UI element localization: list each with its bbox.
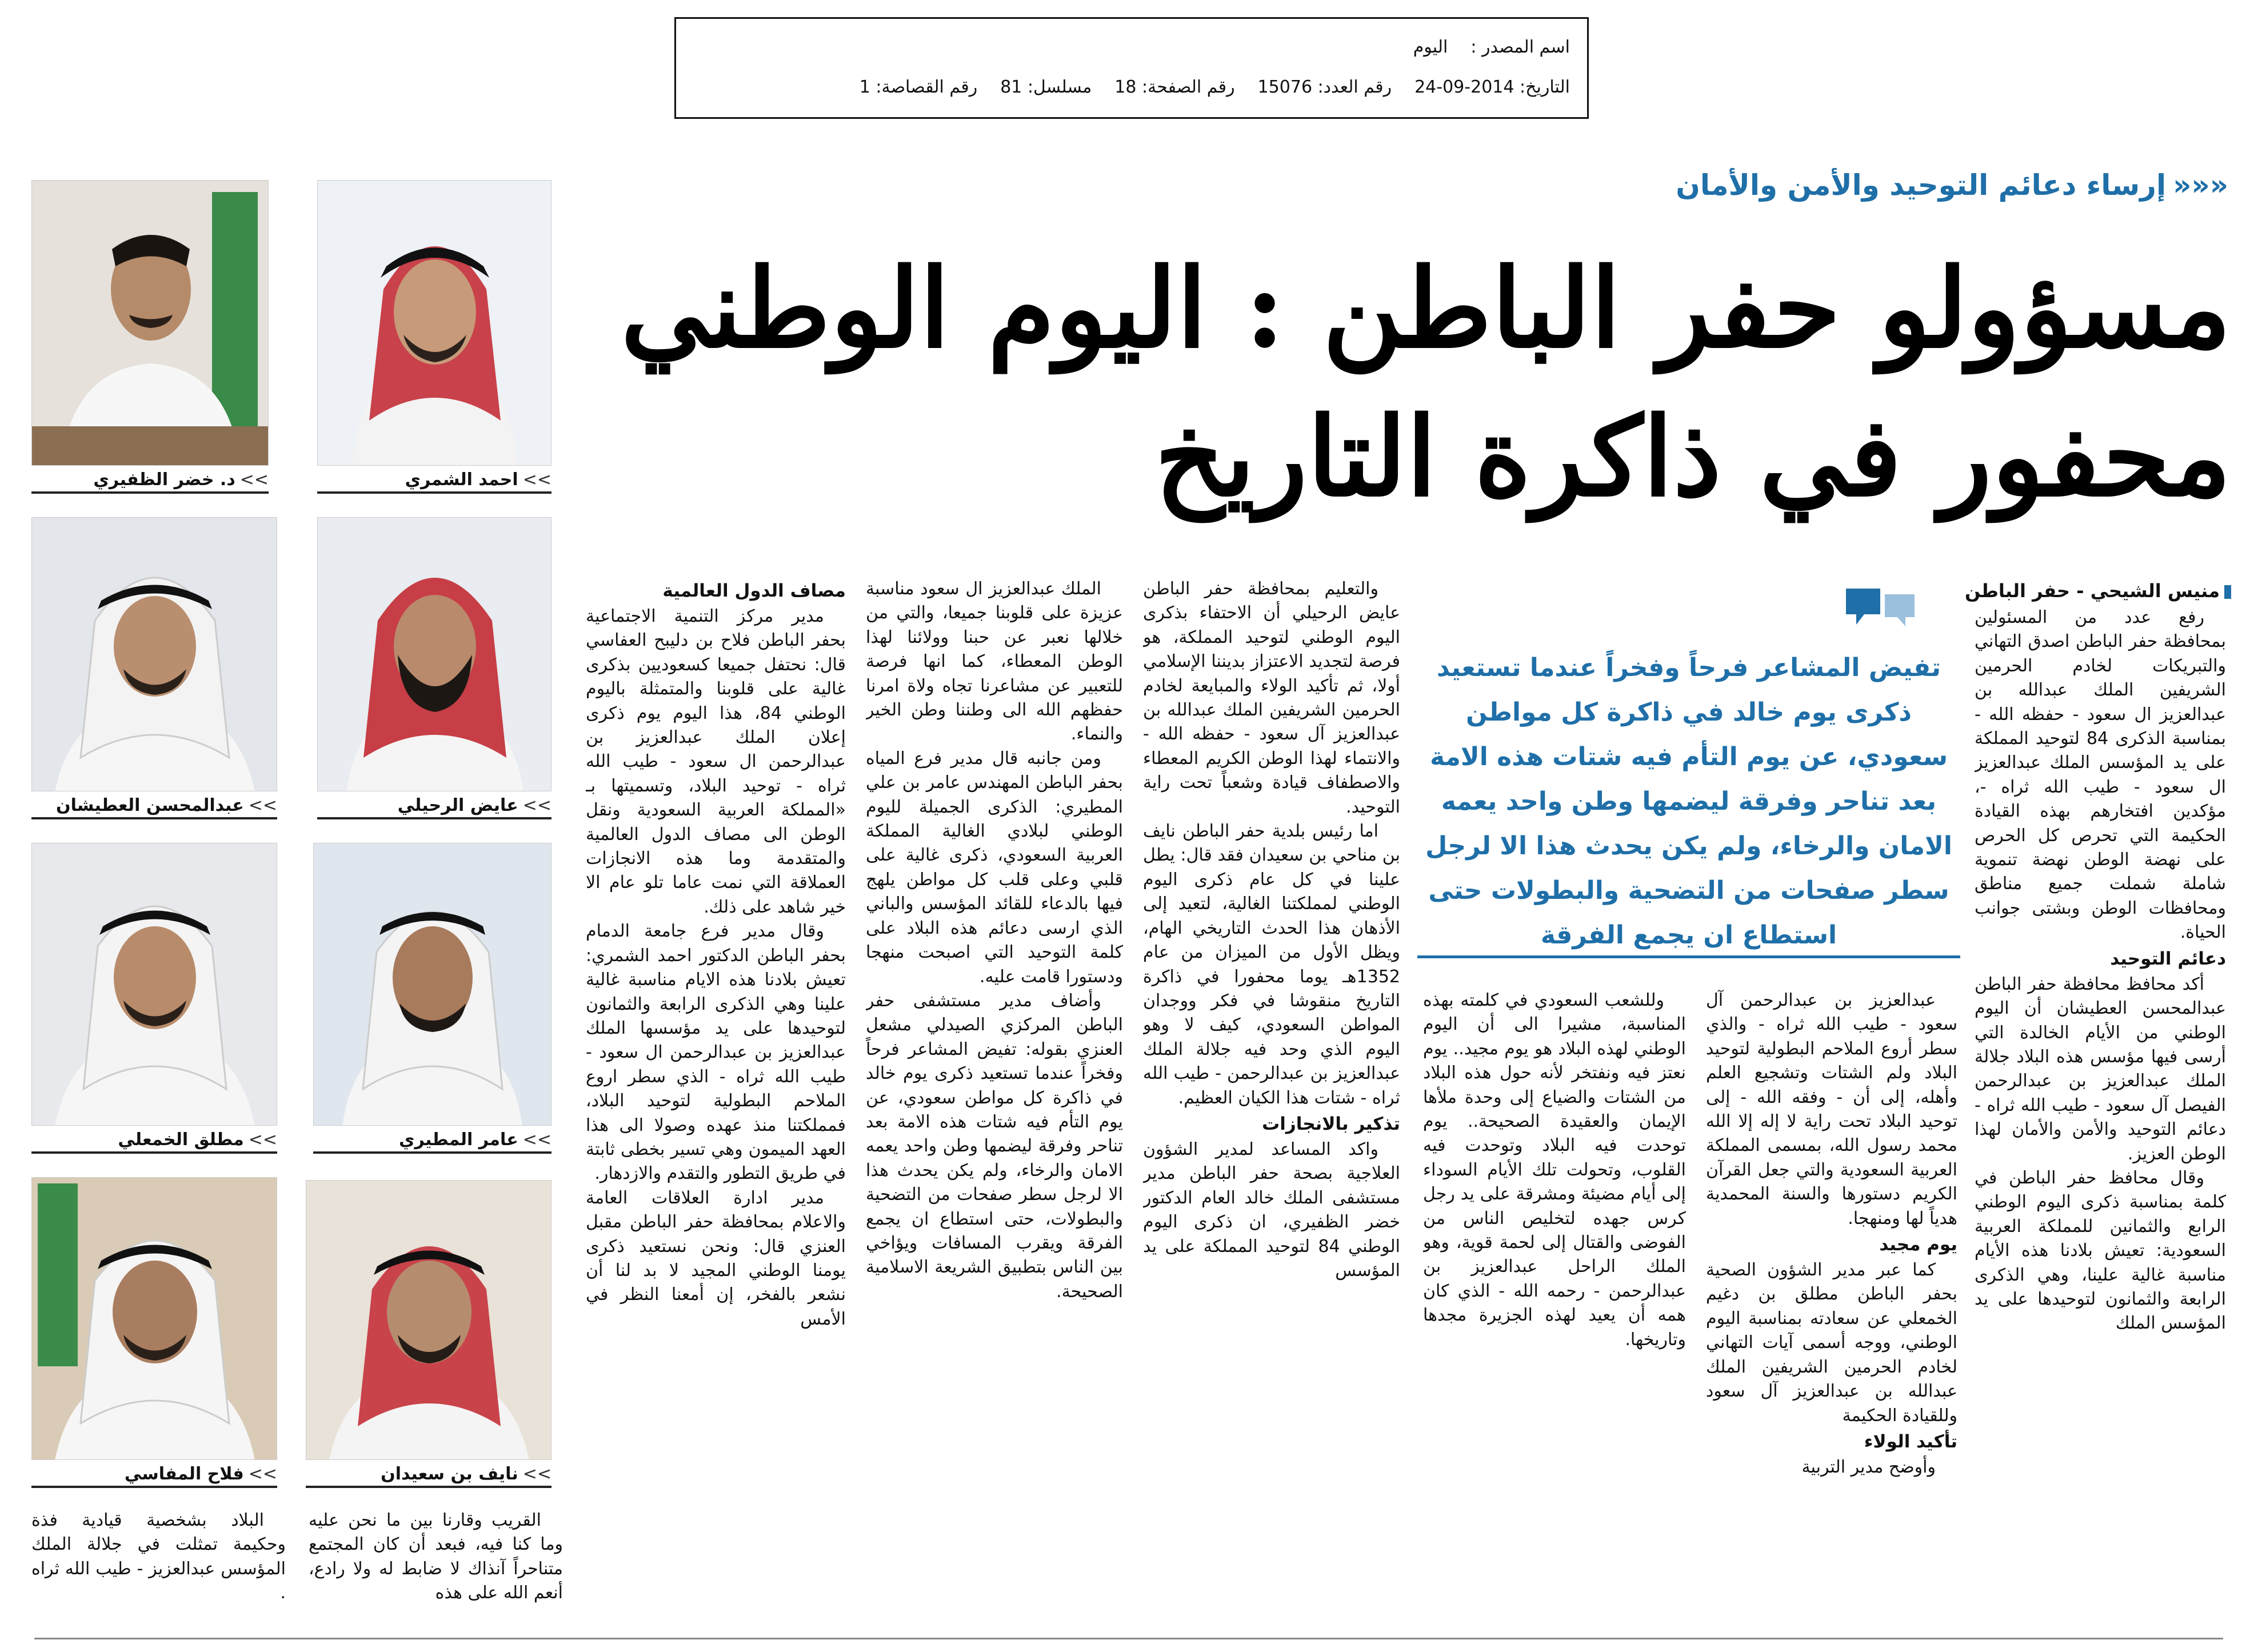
caption-marker: >> (522, 1130, 551, 1150)
headline-line-2: محفور في ذاكرة التاريخ (1154, 393, 2231, 521)
portrait-photo (306, 1180, 551, 1460)
caption-name: عبدالمحسن العطيشان (56, 795, 244, 815)
byline (1965, 580, 2231, 602)
issue-value: 15076 (1257, 77, 1313, 97)
caption-marker: >> (522, 1464, 551, 1484)
paragraph: أكد محافظ محافظة حفر الباطن عبدالمحسن العطيشان أن اليوم الوطني من الأيام الخالدة التي أرسى فيها مؤسس هذه البلاد جلالة الملك عبدالعزيز بن عبدالرحمن الفيصل آل سعود - طيب الله ثراه - دعائم التوحيد والأمن والأمان لهذا الوطن العزيز. (1975, 974, 2226, 1164)
pull-quote: تفيض المشاعر فرحاً وفخراً عندما تستعيد ذكرى يوم خالد في ذاكرة كل مواطن سعودي، عن يوم التأم فيه شتات هذه الامة بعد تناحر وفرقة ليضمها وطن واحد يعمه الامان والرخاء، ولم يكن يحدث هذا الا لرجل سطر صفحات من التضحية والبطولات حتى استطاع ان يجمع الفرقة (1425, 653, 1952, 950)
kicker (1542, 169, 2228, 202)
photo-caption (31, 794, 277, 819)
paragraph: والتعليم بمحافظة حفر الباطن عايض الرحيلي أن الاحتفاء بذكرى اليوم الوطني لتوحيد المملكة، هو فرصة لتجديد الاعتزاز بديننا الإسلامي أولا، ثم تأكيد الولاء والمبايعة لخادم الحرمين الشريفين الملك عبدالله بن عبدالعزيز آل سعود - حفظه الله - والانتماء لهذا الوطن الكريم المعطاء والاصطفاف قيادة وشعباً تحت راية التوحيد. (1143, 579, 1400, 817)
caption-name: د. خضر الظفيري (93, 470, 235, 490)
portrait-photo (31, 1177, 277, 1460)
paragraph: القريب وقارنا بين ما نحن عليه وما كنا فيه، فبعد أن كان المجتمع متناحراً آنذاك لا ضابط له ولا رادع، أنعم الله على هذه (309, 1510, 563, 1603)
byline-text: منيس الشيحي - حفر الباطن (1964, 580, 2220, 602)
subheading: تذكير بالانجازات (1262, 1113, 1400, 1134)
serial-value: 81 (1000, 77, 1022, 97)
caption-marker: >> (522, 470, 551, 490)
caption-marker: >> (248, 1130, 277, 1150)
kicker-text: إرساء دعائم التوحيد والأمن والأمان (1676, 169, 2167, 202)
source-value: اليوم (1413, 37, 1448, 57)
paragraph: وأضاف مدير مستشفى حفر الباطن المركزي الصيدلي مشعل العنزي بقوله: تفيض المشاعر فرحاً وفخراً عندما تستعيد ذكرى يوم خالد في ذاكرة كل مواطن سعودي، عن يوم التأم فيه شتات هذه الامة بعد تناحر وفرقة ليضمها وطن واحد يعمه الامان والرخاء، ولم يكن يحدث هذا الا لرجل سطر صفحات من التضحية والبطولات، حتى استطاع ان يجمع الفرقة ويقرب المسافات ويؤاخي بين الناس بتطبيق الشريعة الاسلامية الصحيحة. (866, 990, 1123, 1302)
subheading: مصاف الدول العالمية (662, 581, 846, 601)
paragraph: وللشعب السعودي في كلمته بهذه المناسبة، مشيرا الى أن اليوم الوطني لهذه البلاد هو يوم مجيد.. يوم نعتز فيه ونفتخر لأنه حول هذه البلاد من الشتات والضياع إلى وحدة ملأها الإيمان والعقيدة الصحيحة.. يوم توحدت فيه البلاد وتوحدت فيه القلوب، وتحولت تلك الأيام السوداء إلى أيام مضيئة ومشرقة على يد رجل كرس جهده لتخليص الناس من الفوضى والقتال إلى لحمة قوية، وهو الملك الراحل عبدالعزيز بن عبدالرحمن - رحمه الله - الذي كان همه أن يعيد لهذه الجزيرة مجدها وتاريخها. (1423, 990, 1686, 1350)
paragraph: البلاد بشخصية قيادية فذة وحكيمة تمثلت في جلالة الملك المؤسس عبدالعزيز - طيب الله ثراه . (31, 1510, 286, 1603)
paragraph: وأوضح مدير التربية (1801, 1457, 1936, 1477)
paragraph: واكد المساعد لمدير الشؤون العلاجية بصحة حفر الباطن مدير مستشفى الملك خالد العام الدكتور خضر الظفيري، ان ذكرى اليوم الوطني 84 لتوحيد المملكة على يد المؤسس (1143, 1139, 1400, 1281)
photo-caption (313, 1129, 551, 1154)
paragraph: الملك عبدالعزيز ال سعود مناسبة عزيزة على قلوبنا جميعا، والتي من خلالها نعبر عن حبنا وولائنا لهذا الوطن المعطاء، كما انها فرصة للتعبير عن مشاعرنا تجاه ولاة امرنا حفظهم الله الى وطننا وطن الخير والنماء. (866, 579, 1123, 745)
subheading: دعائم التوحيد (2110, 948, 2226, 969)
paragraph: رفع عدد من المسئولين بمحافظة حفر الباطن اصدق التهاني والتبريكات لخادم الحرمين الشريفين الملك عبدالله بن عبدالعزيز ال سعود - حفظه الله - بمناسبة الذكرى 84 لتوحيد المملكة على يد المؤسس الملك عبدالعزيز ال سعود - طيب الله ثراه -، مؤكدين افتخارهم بهذه القيادة الحكيمة التي تحرص كل الحرص على نهضة الوطن نهضة تنموية شاملة شملت جميع مناطق ومحافظات الوطن وبشتى جوانب الحياة. (1975, 607, 2226, 943)
caption-name: فلاح المفاسي (124, 1464, 244, 1484)
caption-marker: >> (248, 1464, 277, 1484)
byline-marker (2224, 585, 2231, 599)
article-column-7 (31, 1509, 286, 1634)
article-column-4 (866, 577, 1123, 1634)
paragraph: وقال مدير فرع جامعة الدمام بحفر الباطن الدكتور احمد الشمري: تعيش بلادنا هذه الايام مناسبة غالية علينا وهي الذكرى الرابعة والثمانون لتوحيدها على يد مؤسسها الملك عبدالعزيز بن عبدالرحمن ال سعود - طيب الله ثراه - الذي سطر اروع الملاحم البطولية لتوحيد البلاد، فمملكتنا منذ عهده وصولا الى هذا العهد الميمون وهي تسير بخطى ثابتة في طريق التطور والتقدم والازدهار. (586, 921, 846, 1184)
photo-caption (317, 794, 551, 819)
paragraph: اما رئيس بلدية حفر الباطن نايف بن مناحي بن سعيدان فقد قال: يطل علينا في كل عام ذكرى اليوم الوطني لمملكتنا الغالية، لتعيد إلى الأذهان هذا الحدث التاريخي الهام، ويظل الأول من الميزان من عام 1352هـ يوما محفورا في ذاكرة التاريخ منقوشا في فكر ووجدان المواطن السعودي، كيف لا وهو اليوم الذي وحد فيه جلالة الملك عبدالعزيز بن عبدالرحمن - طيب الله ثراه - شتات هذا الكيان العظيم. (1143, 821, 1400, 1108)
page-value: 18 (1114, 77, 1137, 97)
portrait-photo (317, 180, 551, 466)
date-label: التاريخ: (1520, 77, 1570, 97)
serial-label: مسلسل: (1027, 77, 1092, 97)
photo-caption (31, 469, 269, 494)
article-column-6 (309, 1509, 563, 1634)
portrait-photo (31, 843, 277, 1126)
paragraph: وقال محافظ حفر الباطن في كلمة بمناسبة ذكرى اليوم الوطني الرابع والثمانين للمملكة العربية السعودية: تعيش بلادنا هذه الأيام مناسبة غالية علينا، وهي الذكرى الرابعة والثمانون لتوحيدها على يد المؤسس الملك (1975, 1167, 2226, 1334)
article-column-3 (1143, 577, 1400, 1634)
portrait-photo (313, 843, 551, 1126)
article-column-5 (586, 577, 846, 1634)
source-row (693, 27, 1570, 67)
paragraph: عبدالعزيز بن عبدالرحمن آل سعود - طيب الله ثراه - والذي سطر أروع الملاحم البطولية لتوحيد البلاد ولم الشتات وتشجيع العلم وأهله، إلى أن - وفقه الله - إلى توحيد البلاد تحت راية لا إله إلا الله محمد رسول الله، بمسمى المملكة العربية السعودية والتي جعل القرآن الكريم دستورها والسنة المحمدية هدياً لها ومنهجا. (1706, 990, 1957, 1229)
paragraph: مدير ادارة العلاقات العامة والاعلام بمحافظة حفر الباطن مقبل العنزي قال: ونحن نستعيد ذكرى يومنا الوطني المجيد لا بد لنا أن نشعر بالفخر، إن أمعنا النظر في الأمس (586, 1187, 846, 1329)
photo-caption (31, 1463, 277, 1488)
clip-value: 1 (859, 77, 870, 97)
headline (585, 234, 2231, 531)
portrait-photo (31, 180, 269, 466)
photo-caption (31, 1129, 277, 1154)
issue-label: رقم العدد: (1317, 77, 1392, 97)
paragraph: كما عبر مدير الشؤون الصحية بحفر الباطن مطلق بن دغيم الخمعلي عن سعادته بمناسبة اليوم الوطني، ووجه أسمى آيات التهاني لخادم الحرمين الشريفين الملك عبدالله بن عبدالعزيز آل سعود وللقيادة الحكيمة (1706, 1260, 1957, 1426)
quote-icon (1840, 583, 1920, 640)
caption-name: نايف بن سعيدان (381, 1464, 518, 1484)
caption-name: مطلق الخمعلي (118, 1130, 244, 1150)
portrait-photo (317, 517, 551, 791)
article-column-2b (1423, 989, 1686, 1634)
bottom-rule (34, 1638, 2223, 1639)
photo-caption (306, 1463, 551, 1488)
date-value: 2014-09-24 (1414, 77, 1514, 97)
source-metadata-box (674, 17, 1589, 119)
photo-caption (317, 469, 551, 494)
caption-name: عايض الرحيلي (397, 795, 518, 815)
caption-name: عامر المطيري (398, 1130, 518, 1150)
source-label: اسم المصدر : (1470, 37, 1570, 57)
caption-name: احمد الشمري (405, 470, 518, 490)
portrait-photo (31, 517, 277, 791)
subheading: تأكيد الولاء (1864, 1431, 1957, 1452)
article-column-2a (1706, 989, 1957, 1634)
caption-marker: >> (522, 795, 551, 815)
headline-line-1: مسؤولو حفر الباطن : اليوم الوطني (621, 245, 2231, 372)
page-label: رقم الصفحة: (1142, 77, 1235, 97)
article-column-1 (1975, 606, 2226, 1634)
caption-marker: >> (239, 470, 269, 490)
paragraph: مدير مركز التنمية الاجتماعية بحفر الباطن فلاح بن دليبح العفاسي قال: نحتفل جميعا كسعوديين بذكرى غالية على قلوبنا والمتمثلة باليوم الوطني 84، هذا اليوم يوم ذكرى إعلان الملك عبدالعزيز بن عبدالرحمن ال سعود - طيب الله ثراه - توحيد البلاد، وتسميتها بـ «المملكة العربية السعودية ونقل الوطن الى مصاف الدول العالمية والمتقدمة وما هذه الانجازات العملاقة التي نمت عاما تلو عام الا خير شاهد على ذلك. (586, 606, 846, 917)
caption-marker: >> (248, 795, 277, 815)
clip-label: رقم القصاصة: (876, 77, 978, 97)
paragraph: ومن جانبه قال مدير فرع المياه بحفر الباطن المهندس عامر بن علي المطيري: الذكرى الجميلة لليوم الوطني لبلادي الغالية المملكة العربية السعودي، ذكرى غالية على قلبي وعلى قلب كل مواطن يلهج فيها بالدعاء للقائد المؤسس والباني الذي ارسى دعائم هذه البلاد على كلمة التوحيد التي اصبحت منهجا ودستورا قامت عليه. (866, 748, 1123, 987)
subheading: يوم مجيد (1879, 1234, 1957, 1255)
details-row (693, 67, 1570, 107)
kicker-arrows: ««« (2173, 169, 2228, 202)
pull-quote-rule (1417, 955, 1960, 958)
